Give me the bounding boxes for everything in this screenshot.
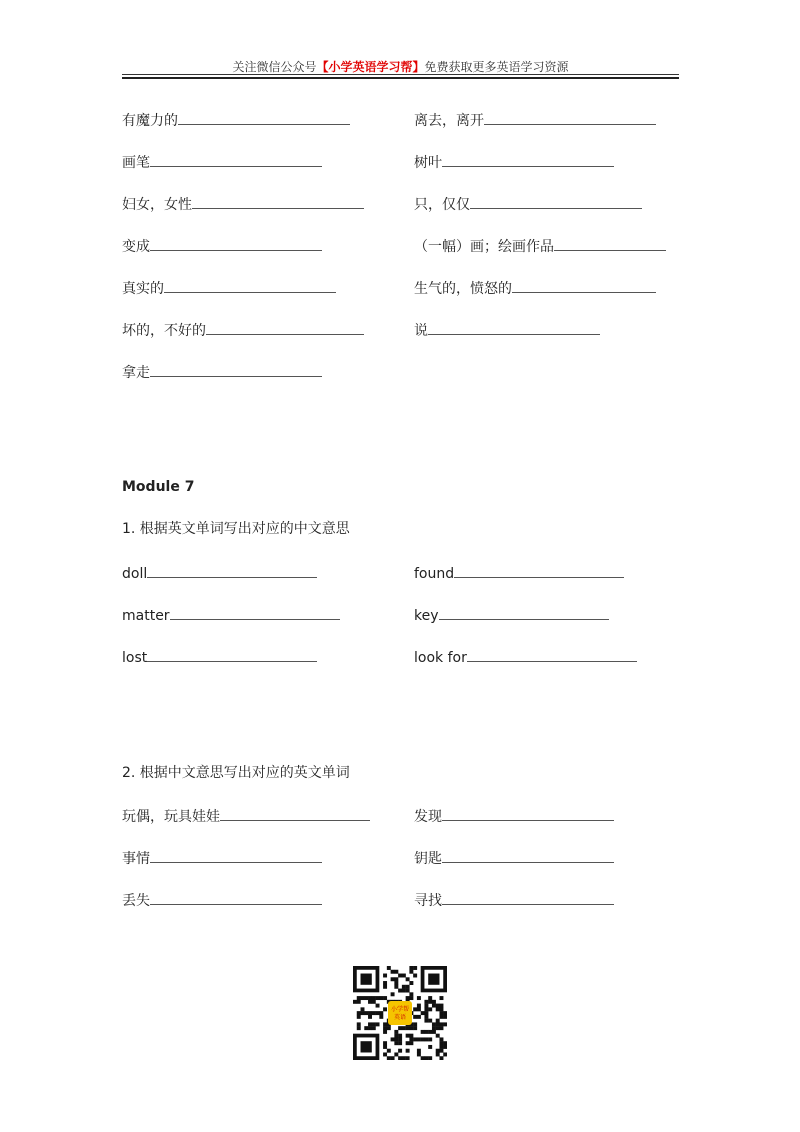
vocab-item: 生气的，愤怒的 <box>414 278 656 298</box>
vocab-item: 变成 <box>122 236 322 256</box>
answer-blank[interactable] <box>150 848 322 863</box>
vocab-item: 只，仅仅 <box>414 194 642 214</box>
qr-logo-text: 小学帮 <box>390 1006 410 1013</box>
answer-blank[interactable] <box>147 563 317 578</box>
answer-blank[interactable] <box>439 605 609 620</box>
header-suffix: 免费获取更多英语学习资源 <box>424 60 569 74</box>
vocab-item: key <box>414 605 609 625</box>
qr-logo-text: 英语 <box>393 1014 407 1021</box>
vocab-item: 坏的，不好的 <box>122 320 364 340</box>
answer-blank[interactable] <box>150 890 322 905</box>
question-1-title: 1. 根据英文单词写出对应的中文意思 <box>122 521 350 537</box>
vocab-item: 拿走 <box>122 362 322 382</box>
question-2-title: 2. 根据中文意思写出对应的英文单词 <box>122 765 350 781</box>
answer-blank[interactable] <box>220 806 370 821</box>
vocab-item: 玩偶，玩具娃娃 <box>122 806 370 826</box>
vocab-item: matter <box>122 605 340 625</box>
header-account-name: 【小学英语学习帮】 <box>316 60 425 74</box>
vocab-item: doll <box>122 563 317 583</box>
answer-blank[interactable] <box>178 110 350 125</box>
vocab-item: 事情 <box>122 848 322 868</box>
answer-blank[interactable] <box>512 278 656 293</box>
vocab-item: found <box>414 563 624 583</box>
header-rule-thick <box>122 77 679 79</box>
answer-blank[interactable] <box>442 806 614 821</box>
answer-blank[interactable] <box>150 152 322 167</box>
answer-blank[interactable] <box>428 320 600 335</box>
answer-blank[interactable] <box>442 152 614 167</box>
vocab-item: 发现 <box>414 806 614 826</box>
page-header <box>122 58 679 75</box>
answer-blank[interactable] <box>192 194 364 209</box>
vocab-item: 丢失 <box>122 890 322 910</box>
header-rule-thin <box>122 74 679 75</box>
answer-blank[interactable] <box>150 236 322 251</box>
vocab-item: 离去，离开 <box>414 110 656 130</box>
answer-blank[interactable] <box>164 278 336 293</box>
answer-blank[interactable] <box>442 848 614 863</box>
answer-blank[interactable] <box>467 647 637 662</box>
vocab-item: 妇女，女性 <box>122 194 364 214</box>
answer-blank[interactable] <box>147 647 317 662</box>
qr-logo <box>388 1001 412 1025</box>
vocab-item: 真实的 <box>122 278 336 298</box>
answer-blank[interactable] <box>206 320 364 335</box>
vocab-item: （一幅）画；绘画作品 <box>414 236 666 256</box>
vocab-item: 说 <box>414 320 600 340</box>
answer-blank[interactable] <box>454 563 624 578</box>
vocab-item: 寻找 <box>414 890 614 910</box>
module-title: Module 7 <box>122 479 195 495</box>
vocab-item: 有魔力的 <box>122 110 350 130</box>
answer-blank[interactable] <box>484 110 656 125</box>
vocab-item: 树叶 <box>414 152 614 172</box>
vocab-item: 画笔 <box>122 152 322 172</box>
vocab-item: look for <box>414 647 637 667</box>
answer-blank[interactable] <box>442 890 614 905</box>
qr-code-icon[interactable] <box>353 966 447 1060</box>
vocab-item: lost <box>122 647 317 667</box>
vocab-item: 钥匙 <box>414 848 614 868</box>
answer-blank[interactable] <box>470 194 642 209</box>
answer-blank[interactable] <box>150 362 322 377</box>
header-prefix: 关注微信公众号 <box>232 60 317 74</box>
answer-blank[interactable] <box>170 605 340 620</box>
answer-blank[interactable] <box>554 236 666 251</box>
